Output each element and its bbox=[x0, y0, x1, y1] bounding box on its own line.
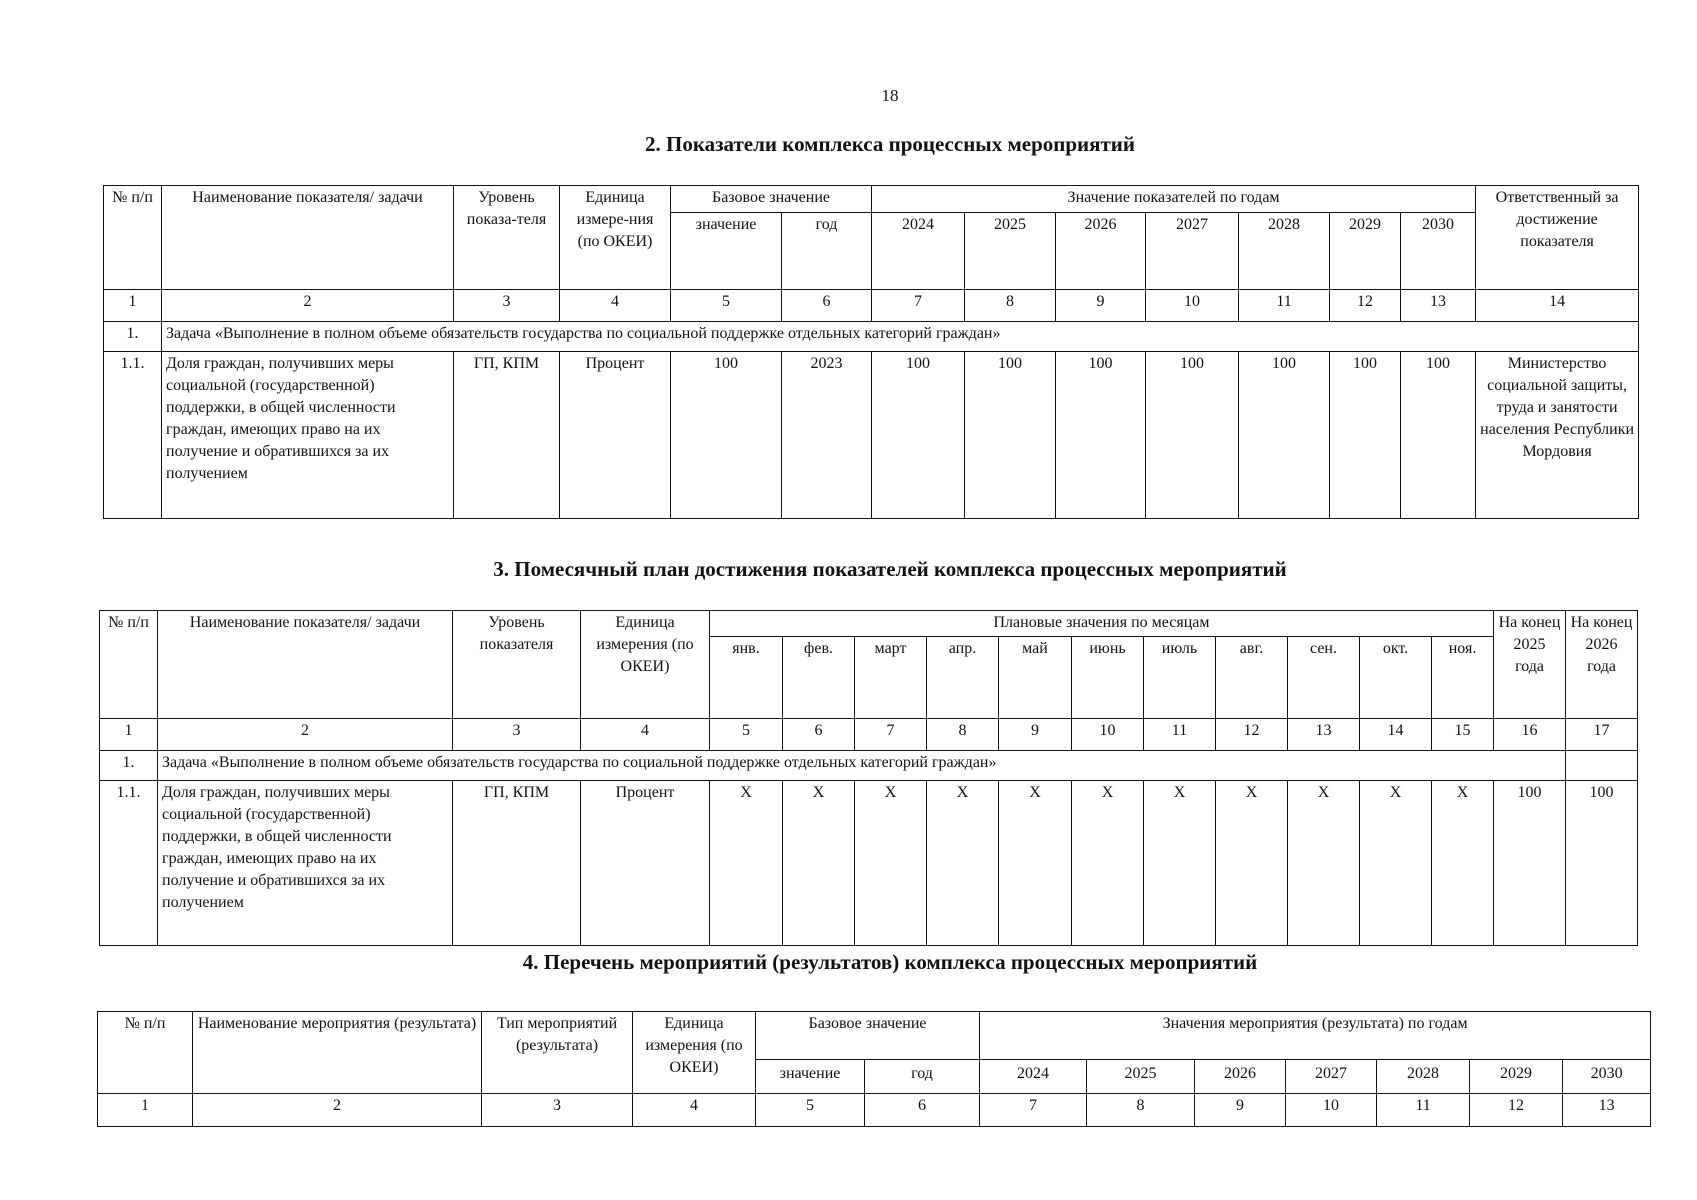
header-month: июнь bbox=[1072, 637, 1144, 719]
header-unit: Единица измерения (по ОКЕИ) bbox=[633, 1012, 756, 1094]
column-number: 9 bbox=[1195, 1094, 1286, 1127]
column-number: 1 bbox=[98, 1094, 193, 1127]
indicators-table bbox=[103, 185, 1639, 519]
column-number: 12 bbox=[1330, 290, 1401, 322]
column-number: 3 bbox=[482, 1094, 633, 1127]
header-end-2026: На конец 2026 года bbox=[1566, 611, 1638, 719]
column-number: 7 bbox=[855, 719, 927, 751]
section-2-title: 2. Показатели комплекса процессных мероприятий bbox=[644, 132, 1135, 156]
task-text: Задача «Выполнение в полном объеме обязательств государства по социальной поддержке отдельных категорий граждан» bbox=[162, 322, 1639, 352]
header-name: Наименование показателя/ задачи bbox=[158, 611, 453, 719]
year-value: 100 bbox=[965, 352, 1056, 519]
column-number: 14 bbox=[1476, 290, 1639, 322]
task-empty-cell bbox=[1566, 751, 1638, 781]
header-name: Наименование показателя/ задачи bbox=[162, 186, 454, 290]
column-number: 11 bbox=[1239, 290, 1330, 322]
year-value: 100 bbox=[872, 352, 965, 519]
column-number: 14 bbox=[1360, 719, 1432, 751]
header-month: сен. bbox=[1288, 637, 1360, 719]
header-month: янв. bbox=[710, 637, 783, 719]
column-number: 8 bbox=[1087, 1094, 1195, 1127]
indicator-name: Доля граждан, получивших меры социальной (государственной) поддержки, в общей численности граждан, имеющих право на их получение и обратившихся за их получением bbox=[158, 781, 453, 946]
header-years-group: Значение показателей по годам bbox=[872, 186, 1476, 213]
header-unit: Единица измере-ния (по ОКЕИ) bbox=[560, 186, 671, 290]
header-num: № п/п bbox=[104, 186, 162, 290]
column-number: 3 bbox=[453, 719, 581, 751]
column-number: 16 bbox=[1494, 719, 1566, 751]
header-end-2025: На конец 2025 года bbox=[1494, 611, 1566, 719]
header-year: 2027 bbox=[1286, 1060, 1377, 1094]
column-number: 2 bbox=[193, 1094, 482, 1127]
year-value: 100 bbox=[1330, 352, 1401, 519]
column-number: 8 bbox=[965, 290, 1056, 322]
task-number: 1. bbox=[104, 322, 162, 352]
header-name: Наименование мероприятия (результата) bbox=[193, 1012, 482, 1094]
column-number: 13 bbox=[1288, 719, 1360, 751]
month-value: X bbox=[855, 781, 927, 946]
header-month: окт. bbox=[1360, 637, 1432, 719]
header-year: 2024 bbox=[980, 1060, 1087, 1094]
header-responsible: Ответственный за достижение показателя bbox=[1476, 186, 1639, 290]
header-months-group: Плановые значения по месяцам bbox=[710, 611, 1494, 637]
indicator-level: ГП, КПМ bbox=[454, 352, 560, 519]
indicator-unit: Процент bbox=[581, 781, 710, 946]
header-type: Тип мероприятий (результата) bbox=[482, 1012, 633, 1094]
header-base-year: год bbox=[782, 213, 872, 290]
column-number: 6 bbox=[782, 290, 872, 322]
activities-table bbox=[97, 1011, 1651, 1127]
header-base-value: значение bbox=[756, 1060, 865, 1094]
column-number: 11 bbox=[1377, 1094, 1470, 1127]
column-number: 12 bbox=[1470, 1094, 1563, 1127]
task-number: 1. bbox=[100, 751, 158, 781]
responsible-body: Министерство социальной защиты, труда и занятости населения Республики Мордовия bbox=[1476, 352, 1639, 519]
header-year: 2030 bbox=[1401, 213, 1476, 290]
header-month: апр. bbox=[927, 637, 999, 719]
end-2026-value: 100 bbox=[1566, 781, 1638, 946]
header-month: фев. bbox=[783, 637, 855, 719]
month-value: X bbox=[1072, 781, 1144, 946]
column-number: 4 bbox=[633, 1094, 756, 1127]
header-base-year: год bbox=[865, 1060, 980, 1094]
header-year: 2026 bbox=[1195, 1060, 1286, 1094]
column-number: 10 bbox=[1072, 719, 1144, 751]
end-2025-value: 100 bbox=[1494, 781, 1566, 946]
column-number: 5 bbox=[756, 1094, 865, 1127]
column-number: 10 bbox=[1146, 290, 1239, 322]
header-year: 2026 bbox=[1056, 213, 1146, 290]
column-number: 5 bbox=[671, 290, 782, 322]
header-unit: Единица измерения (по ОКЕИ) bbox=[581, 611, 710, 719]
base-year: 2023 bbox=[782, 352, 872, 519]
row-number: 1.1. bbox=[100, 781, 158, 946]
header-num: № п/п bbox=[98, 1012, 193, 1094]
column-number: 2 bbox=[162, 290, 454, 322]
header-year: 2028 bbox=[1377, 1060, 1470, 1094]
column-number: 2 bbox=[158, 719, 453, 751]
header-year: 2029 bbox=[1330, 213, 1401, 290]
header-level: Уровень показателя bbox=[453, 611, 581, 719]
header-base: Базовое значение bbox=[671, 186, 872, 213]
column-number: 12 bbox=[1216, 719, 1288, 751]
column-number: 1 bbox=[100, 719, 158, 751]
indicator-level: ГП, КПМ bbox=[453, 781, 581, 946]
column-number: 5 bbox=[710, 719, 783, 751]
column-number: 7 bbox=[872, 290, 965, 322]
column-number: 3 bbox=[454, 290, 560, 322]
header-year: 2025 bbox=[1087, 1060, 1195, 1094]
column-number: 4 bbox=[560, 290, 671, 322]
month-value: X bbox=[1288, 781, 1360, 946]
month-value: X bbox=[783, 781, 855, 946]
task-text: Задача «Выполнение в полном объеме обязательств государства по социальной поддержке отдельных категорий граждан» bbox=[158, 751, 1566, 781]
month-value: X bbox=[1432, 781, 1494, 946]
header-month: июль bbox=[1144, 637, 1216, 719]
header-year: 2025 bbox=[965, 213, 1056, 290]
monthly-plan-table bbox=[99, 610, 1638, 946]
column-number: 9 bbox=[999, 719, 1072, 751]
year-value: 100 bbox=[1056, 352, 1146, 519]
column-number: 13 bbox=[1401, 290, 1476, 322]
column-number: 6 bbox=[865, 1094, 980, 1127]
header-month: май bbox=[999, 637, 1072, 719]
column-number: 13 bbox=[1563, 1094, 1651, 1127]
column-number: 17 bbox=[1566, 719, 1638, 751]
column-number: 10 bbox=[1286, 1094, 1377, 1127]
indicator-unit: Процент bbox=[560, 352, 671, 519]
month-value: X bbox=[710, 781, 783, 946]
section-4-title: 4. Перечень мероприятий (результатов) комплекса процессных мероприятий bbox=[522, 950, 1258, 974]
header-month: авг. bbox=[1216, 637, 1288, 719]
page-number: 18 bbox=[881, 86, 899, 105]
year-value: 100 bbox=[1239, 352, 1330, 519]
header-level: Уровень показа-теля bbox=[454, 186, 560, 290]
month-value: X bbox=[1216, 781, 1288, 946]
column-number: 7 bbox=[980, 1094, 1087, 1127]
column-number: 15 bbox=[1432, 719, 1494, 751]
header-base-value: значение bbox=[671, 213, 782, 290]
header-month: март bbox=[855, 637, 927, 719]
header-base: Базовое значение bbox=[756, 1012, 980, 1060]
year-value: 100 bbox=[1401, 352, 1476, 519]
month-value: X bbox=[927, 781, 999, 946]
header-num: № п/п bbox=[100, 611, 158, 719]
indicator-name: Доля граждан, получивших меры социальной (государственной) поддержки, в общей численности граждан, имеющих право на их получение и обратившихся за их получением bbox=[162, 352, 454, 519]
column-number: 9 bbox=[1056, 290, 1146, 322]
header-year: 2030 bbox=[1563, 1060, 1651, 1094]
header-year: 2028 bbox=[1239, 213, 1330, 290]
month-value: X bbox=[1360, 781, 1432, 946]
column-number: 1 bbox=[104, 290, 162, 322]
header-year: 2029 bbox=[1470, 1060, 1563, 1094]
base-value: 100 bbox=[671, 352, 782, 519]
section-3-title: 3. Помесячный план достижения показателей комплекса процессных мероприятий bbox=[493, 557, 1287, 581]
column-number: 8 bbox=[927, 719, 999, 751]
month-value: X bbox=[1144, 781, 1216, 946]
month-value: X bbox=[999, 781, 1072, 946]
header-years-group: Значения мероприятия (результата) по годам bbox=[980, 1012, 1651, 1060]
column-number: 11 bbox=[1144, 719, 1216, 751]
row-number: 1.1. bbox=[104, 352, 162, 519]
year-value: 100 bbox=[1146, 352, 1239, 519]
header-year: 2027 bbox=[1146, 213, 1239, 290]
column-number: 4 bbox=[581, 719, 710, 751]
header-year: 2024 bbox=[872, 213, 965, 290]
header-month: ноя. bbox=[1432, 637, 1494, 719]
column-number: 6 bbox=[783, 719, 855, 751]
